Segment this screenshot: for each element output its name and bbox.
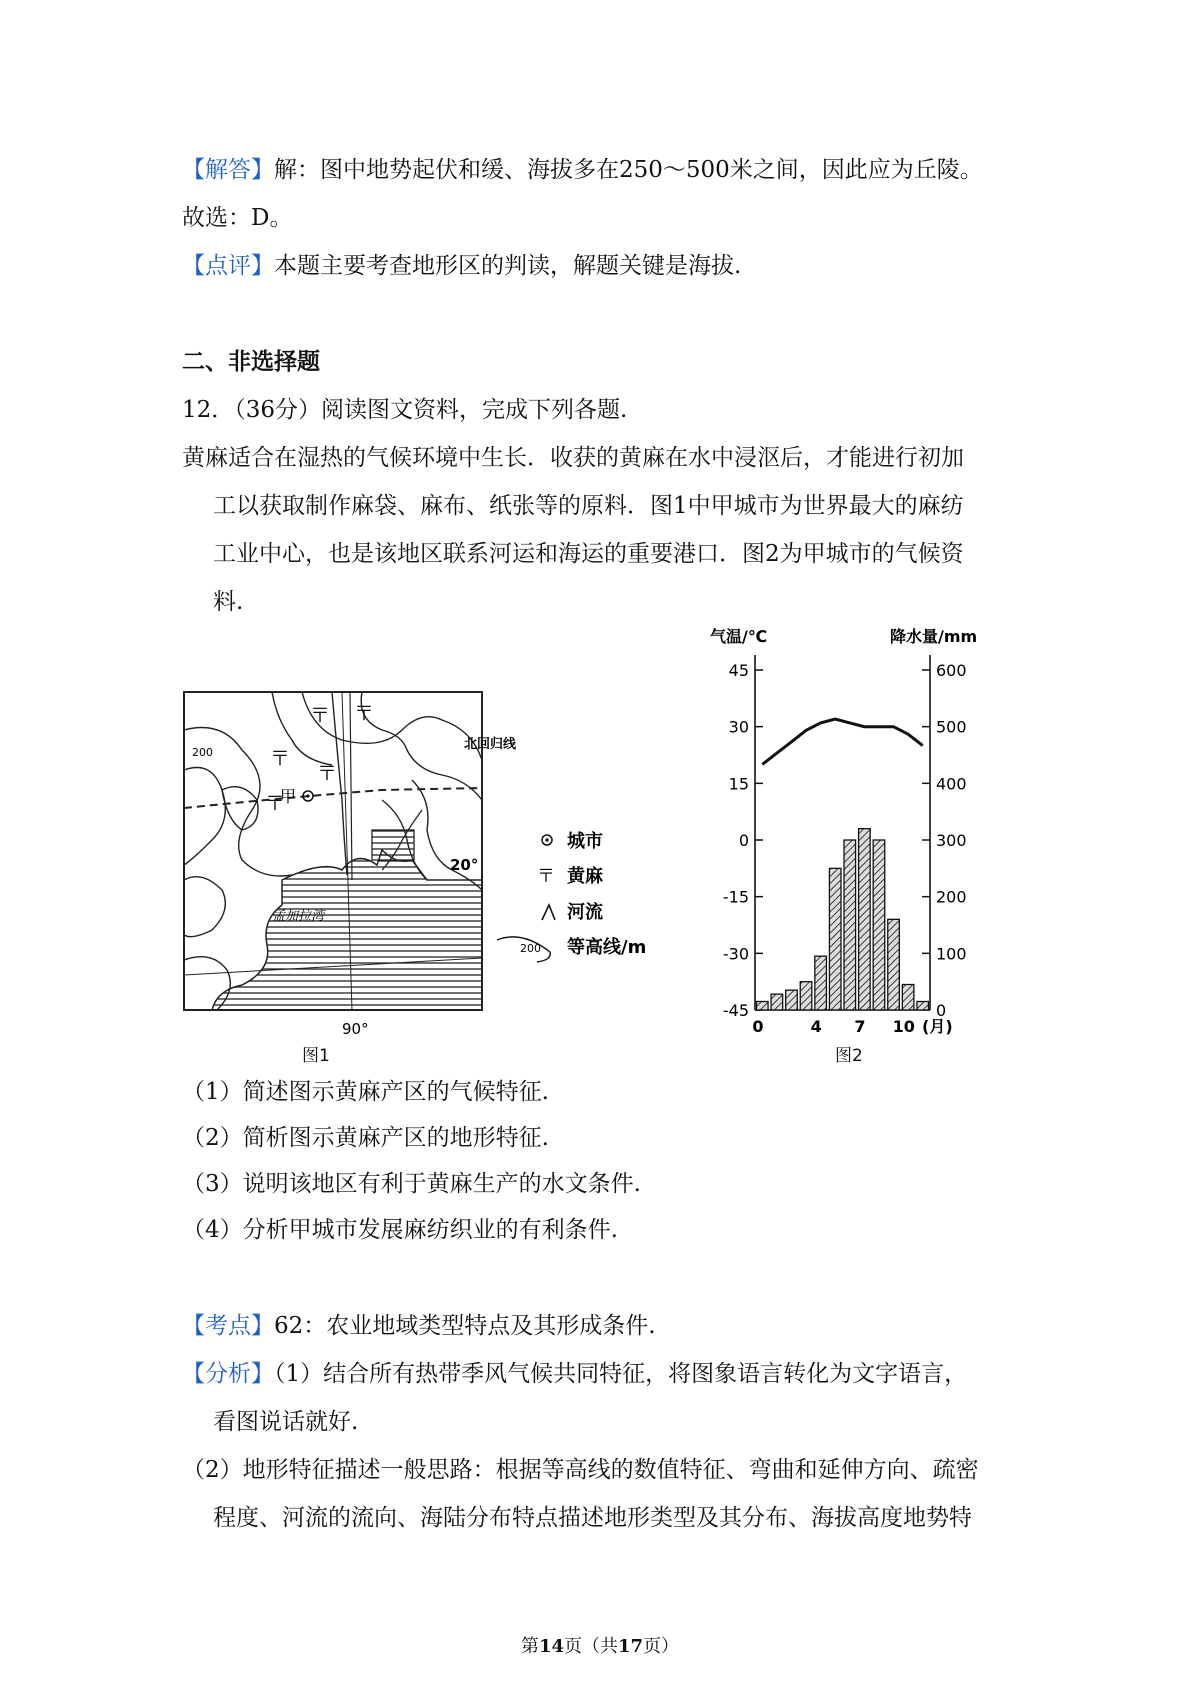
precip-bar: [800, 982, 812, 1010]
precip-bar: [844, 840, 856, 1010]
precip-bar: [888, 919, 900, 1010]
svg-text:〒: 〒: [317, 761, 337, 785]
kaodian-line: [182, 1311, 656, 1341]
material-line-2: 工以获取制作麻袋、麻布、纸张等的原料．图1中甲城市为世界最大的麻纺: [213, 493, 964, 519]
answer-mark: 【解答】: [182, 157, 274, 183]
question-header: 12．（36分）阅读图文资料，完成下列各题.: [182, 397, 628, 423]
right-tick-label: 100: [936, 944, 967, 964]
city-label: 甲: [280, 787, 297, 806]
review-mark: 【点评】: [182, 253, 274, 279]
left-tick-label: 0: [738, 831, 749, 850]
temperature-line: [762, 719, 922, 764]
review-line: [182, 251, 741, 281]
svg-text:〒: 〒: [265, 791, 285, 815]
precip-bar: [829, 868, 841, 1010]
right-tick-label: 0: [936, 1001, 947, 1020]
legend-jute-label: 黄麻: [567, 866, 603, 887]
figure2-caption: 图2: [835, 1046, 863, 1066]
kaodian-mark: 【考点】: [182, 1313, 274, 1339]
tropic-label: 北回归线: [464, 737, 517, 752]
left-tick-label: -15: [722, 887, 749, 907]
footer-prefix: 第: [520, 1636, 539, 1657]
right-tick-label: 300: [936, 831, 967, 850]
sub-question-3: （3）说明该地区有利于黄麻生产的水文条件.: [182, 1171, 641, 1197]
footer-page: 14: [538, 1636, 564, 1657]
material-line-4: 料.: [213, 589, 244, 615]
svg-text:〒: 〒: [270, 746, 290, 770]
left-tick-label: 45: [728, 661, 749, 680]
precip-bar: [917, 1002, 929, 1011]
legend-contour-value: 200: [520, 942, 541, 955]
x-unit: (月): [922, 1017, 953, 1036]
footer-suffix: 页）: [643, 1636, 680, 1657]
left-axis-title: 气温/℃: [710, 627, 768, 646]
right-tick-label: 500: [936, 717, 967, 737]
material-line-1: 黄麻适合在湿热的气候环境中生长．收获的黄麻在水中浸沤后，才能进行初加: [182, 445, 964, 471]
precip-bar: [757, 1002, 769, 1011]
fenxi-line-2: 看图说话就好.: [213, 1409, 359, 1435]
legend-river-icon: [542, 905, 555, 920]
precip-bar: [786, 990, 798, 1010]
lon-label: 90°: [342, 1020, 369, 1038]
figure1-map: [182, 690, 682, 1040]
right-tick-label: 200: [936, 887, 967, 907]
fenxi-line-3: （2）地形特征描述一般思路：根据等高线的数值特征、弯曲和延伸方向、疏密: [182, 1457, 979, 1483]
page-footer: [0, 1632, 1200, 1658]
figure1-caption: 图1: [302, 1046, 330, 1066]
left-tick-label: 30: [728, 717, 749, 737]
legend-jute-icon: 〒: [537, 866, 555, 887]
x-tick-label: 10: [892, 1017, 915, 1036]
precip-bar: [873, 840, 885, 1010]
lat-label: 20°: [450, 856, 479, 874]
figure2-climate-chart: [690, 620, 990, 1040]
contour-value: 200: [192, 746, 213, 759]
left-tick-label: -45: [722, 1001, 749, 1020]
answer-choice: 故选：D。: [182, 205, 293, 231]
answer-text: 解：图中地势起伏和缓、海拔多在250～500米之间，因此应为丘陵。: [274, 157, 983, 183]
svg-text:〒: 〒: [310, 703, 330, 727]
legend-river-label: 河流: [567, 902, 603, 923]
right-tick-label: 600: [936, 661, 967, 680]
precip-bar: [859, 829, 871, 1010]
x-tick-label: 4: [810, 1017, 822, 1036]
footer-total: 17: [618, 1636, 644, 1657]
fenxi-line: [182, 1359, 967, 1389]
legend-city-label: 城市: [567, 831, 603, 852]
precip-bar: [902, 985, 914, 1011]
section-title: 二、非选择题: [182, 349, 320, 375]
footer-middle: 页（共: [564, 1636, 618, 1657]
x-tick-label: 0: [752, 1017, 764, 1036]
x-tick-label: 7: [854, 1017, 866, 1036]
sub-question-4: （4）分析甲城市发展麻纺织业的有利条件.: [182, 1217, 618, 1243]
svg-text:〒: 〒: [354, 701, 374, 725]
right-axis-title: 降水量/mm: [890, 627, 978, 646]
fenxi-line-4: 程度、河流的流向、海陆分布特点描述地形类型及其分布、海拔高度地势特: [213, 1505, 972, 1531]
review-text: 本题主要考查地形区的判读，解题关键是海拔.: [274, 253, 742, 279]
precip-bar: [815, 956, 827, 1010]
sub-question-1: （1）简述图示黄麻产区的气候特征.: [182, 1079, 549, 1105]
right-tick-label: 400: [936, 774, 967, 794]
answer-line: [182, 155, 983, 185]
legend-contour-label: 等高线/m: [567, 937, 647, 958]
precip-bar: [771, 994, 783, 1010]
fenxi-mark: 【分析】: [182, 1361, 274, 1387]
material-line-3: 工业中心，也是该地区联系河运和海运的重要港口．图2为甲城市的气候资: [213, 541, 964, 567]
sub-question-2: （2）简析图示黄麻产区的地形特征.: [182, 1125, 549, 1151]
map-legend: [497, 830, 646, 962]
left-tick-label: 15: [728, 774, 749, 794]
fenxi-text-1: （1）结合所有热带季风气候共同特征，将图象语言转化为文字语言，: [274, 1361, 968, 1387]
bay-label: 孟加拉湾: [272, 909, 325, 924]
kaodian-text: 62：农业地域类型特点及其形成条件.: [274, 1313, 656, 1339]
left-tick-label: -30: [722, 944, 749, 964]
